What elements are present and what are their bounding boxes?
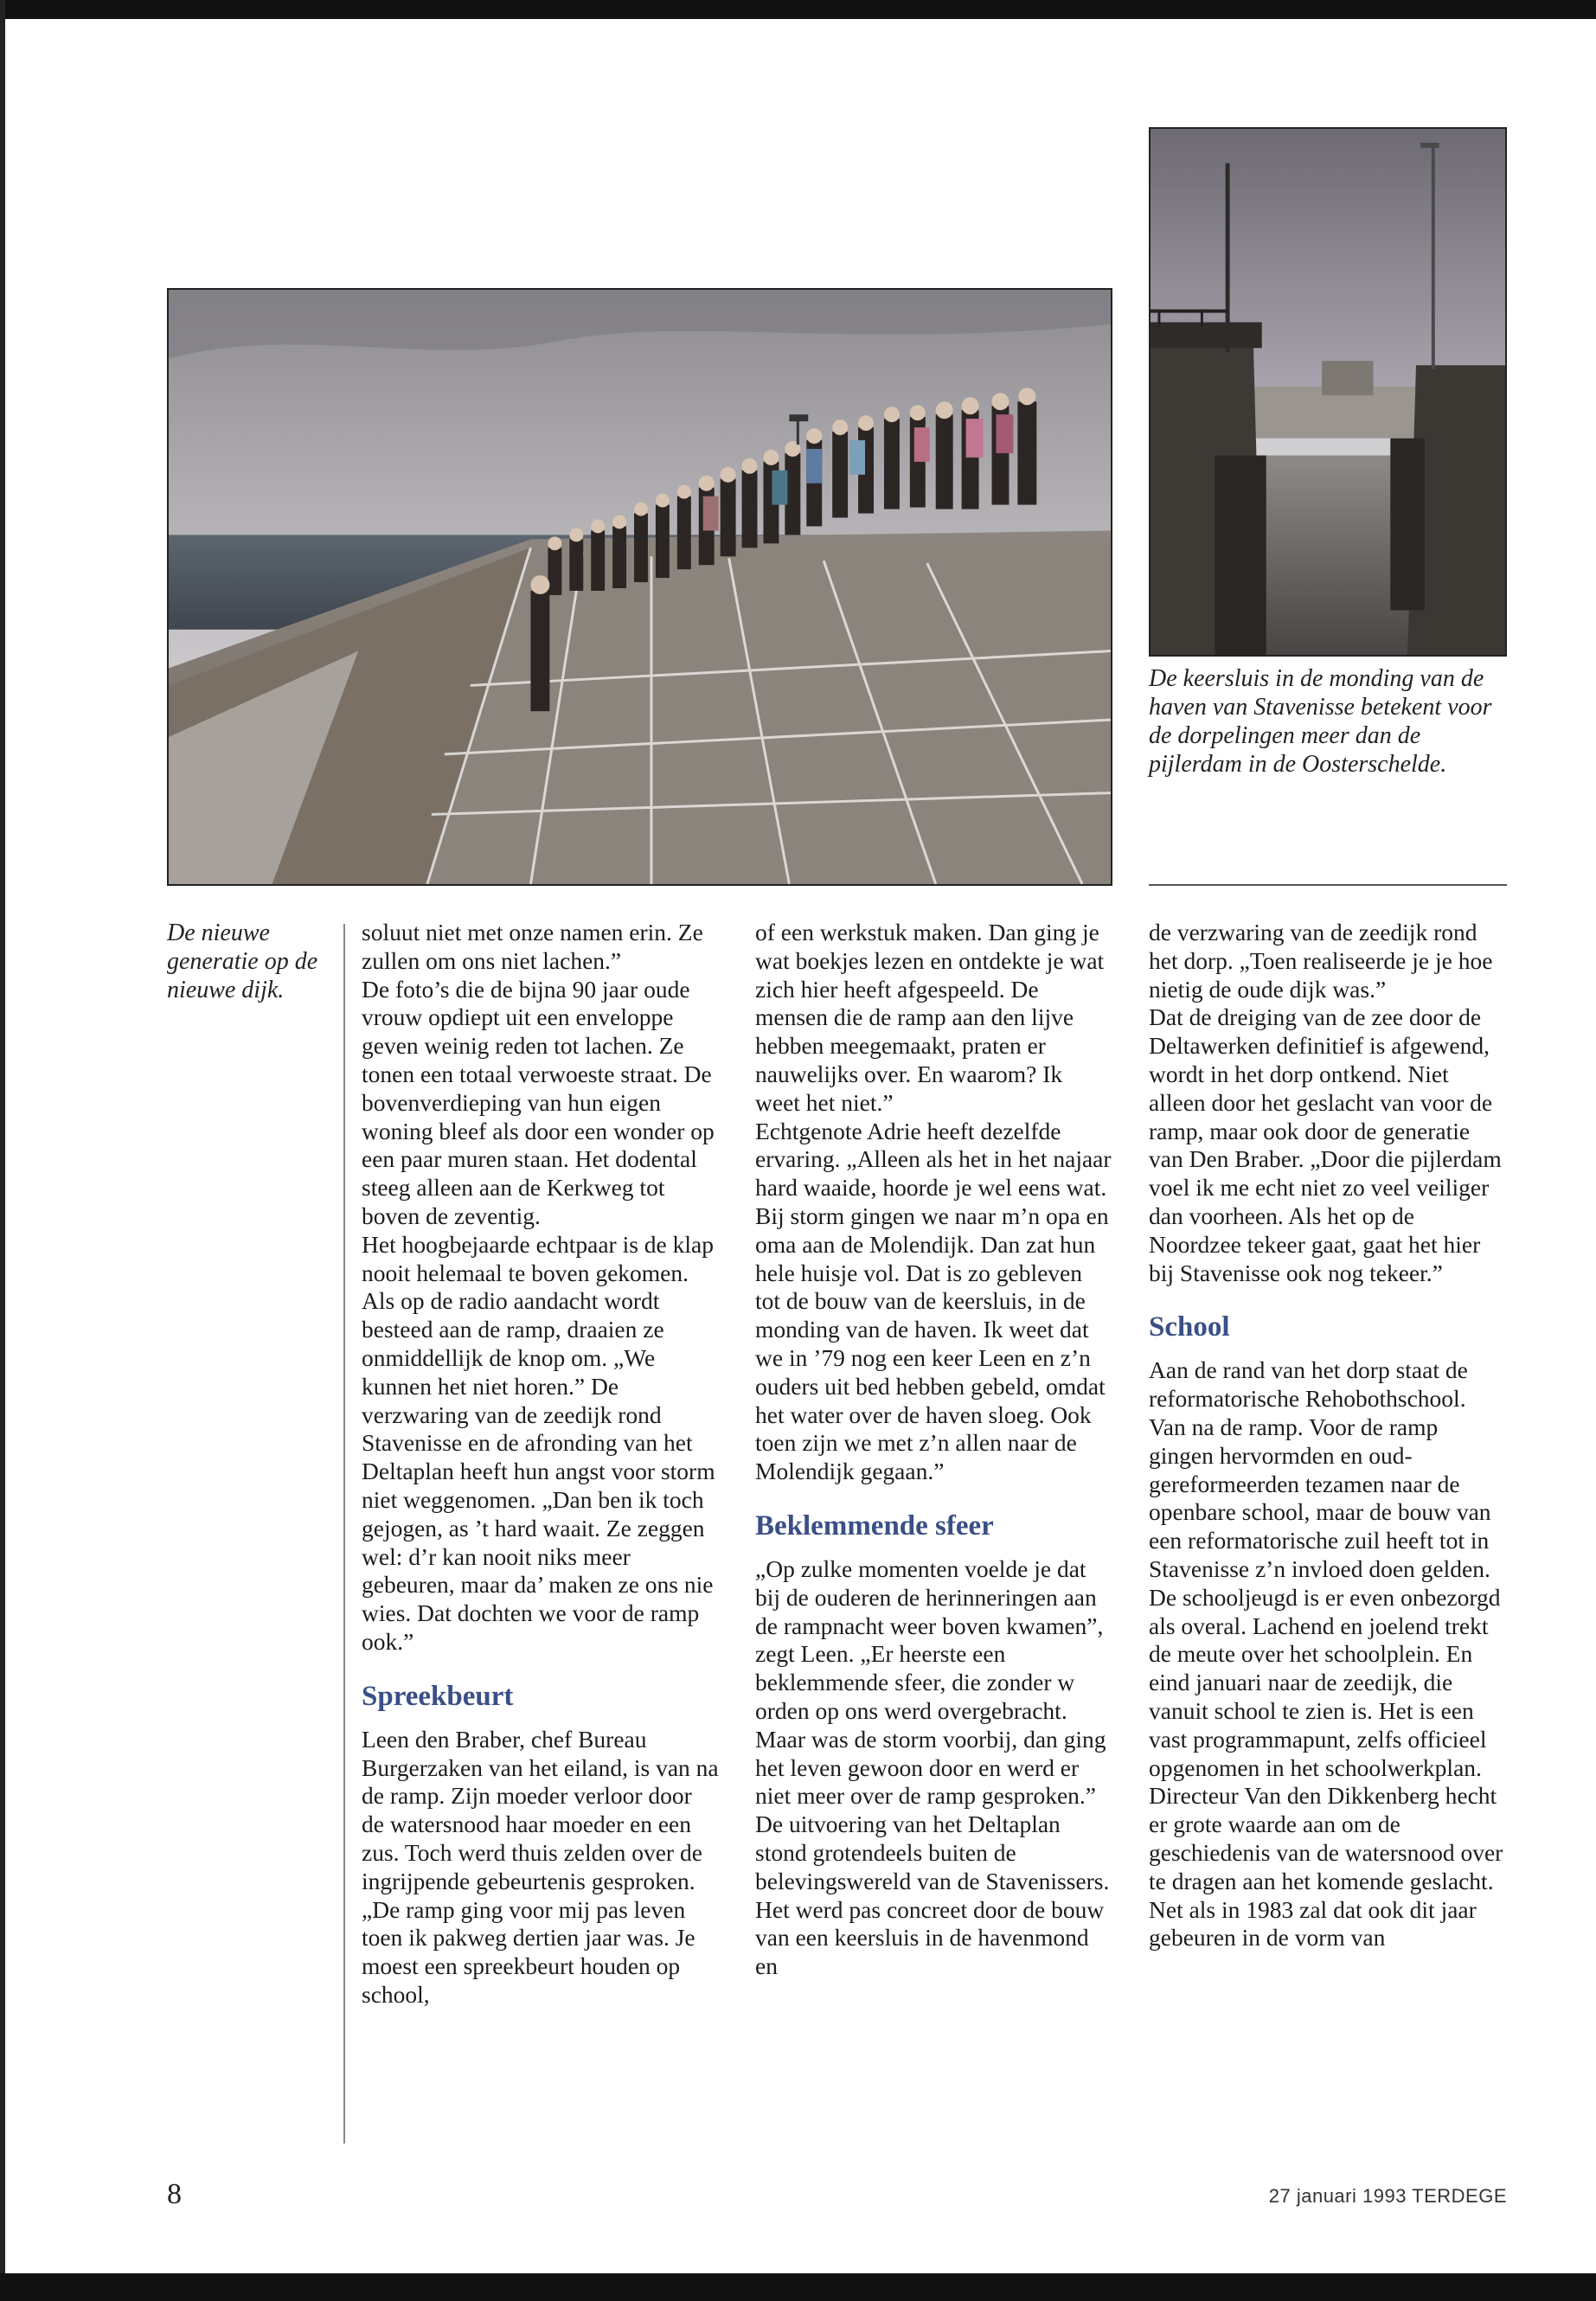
article-paragraph: Het hoogbejaarde echtpaar is de klap nooit helemaal te boven gekomen. Als op de radio aandacht wordt besteed aan de ramp, draaien ze onmiddellijk de knop om. „We kunnen het niet horen.” De verzwaring van de zeedijk rond Stavenisse en de afronding van het Deltaplan heeft hun angst voor storm niet weggenomen. „Dan ben ik toch gejogen, as ’t hard waait. Ze zeggen wel: d’r kan nooit niks meer gebeuren, maar da’ maken ze ons nie wies. Dat dochten we voor de ramp ook.”	[362, 1230, 715, 1655]
page-left-border	[0, 0, 5, 2301]
article-paragraph: of een werkstuk maken. Dan ging je wat boekjes lezen en ontdekte je wat zich hier heeft afgespeeld. De mensen die de ramp aan den lijve hebben meegemaakt, praten er nauwelijks over. En waarom? Ik weet het niet.”	[755, 919, 1105, 1116]
side-photo-caption: De keersluis in de monding van de haven van Stavenisse betekent voor de dorpelingen meer dan de pijlerdam in de Oosterschelde.	[1149, 665, 1492, 778]
page-number: 8	[167, 2178, 182, 2210]
article-paragraph: Net als in 1983 zal dat ook dit jaar gebeuren in de vorm van	[1149, 1895, 1477, 1952]
article-paragraph: De foto’s die de bijna 90 jaar oude vrouw opdiept uit een enveloppe geven weinig reden tot lachen. Ze tonen een totaal verwoeste straat. De bovenverdieping van hun eigen woning bleef als door een wonder op een paar muren staan. Het dodental steeg alleen aan de Kerkweg tot boven de zeventig.	[362, 975, 715, 1229]
section-heading: Beklemmende sfeer	[755, 1509, 994, 1541]
article-paragraph: Dat de dreiging van de zee door de Deltawerken definitief is afgewend, wordt in het dorp ontkend. Niet alleen door het geslacht van voor de ramp, maar ook door de generatie van Den Braber. „Door die pijlerdam voel ik me echt niet zo veel veiliger dan voorheen. Als het op de Noordzee tekeer gaat, gaat het hier bij Stavenisse ook nog tekeer.”	[1149, 1003, 1502, 1286]
article-paragraph: soluut niet met onze namen erin. Ze zullen om ons niet lachen.”	[362, 919, 703, 974]
page-bottom-border	[0, 2273, 1596, 2301]
article-paragraph: Aan de rand van het dorp staat de reformatorische Rehobothschool. Van na de ramp. Voor de ramp gingen hervormden en oud-gereformeerden tezamen naar de openbare school, maar de bouw van een reformatorische zuil heeft tot in Stavenisse z’n invloed doen gelden.	[1149, 1356, 1491, 1582]
article-column-1	[362, 919, 719, 2009]
main-photo-dike-group	[167, 288, 1112, 886]
main-photo-caption: De nieuwe generatie op de nieuwe dijk.	[167, 920, 318, 1003]
side-photo-image	[1151, 129, 1505, 655]
article-paragraph: De schooljeugd is er even onbezorgd als overal. Lachend en joelend trekt de meute over het schoolplein. En eind januari naar de zeedijk, die vanuit school te zien is. Het is een vast programmapunt, zelfs officieel opgenomen in het schoolwerkplan. Directeur Van den Dikkenberg hecht er grote waarde aan om de geschiedenis van de watersnood over te dragen aan het komende geslacht.	[1149, 1583, 1503, 1894]
section-heading: Spreekbeurt	[362, 1680, 514, 1712]
article-paragraph: de verzwaring van de zeedijk rond het dorp. „Toen realiseerde je je hoe nietig de oude dijk was.”	[1149, 919, 1493, 1003]
side-photo-keersluis	[1149, 127, 1507, 657]
article-column-3	[1149, 919, 1506, 1952]
section-heading: School	[1149, 1311, 1230, 1343]
article-paragraph: „Op zulke momenten voelde je dat bij de ouderen de herinneringen aan de rampnacht weer boven kwamen”, zegt Leen. „Er heerste een beklemmende sfeer, die zonder w orden op ons werd overgebracht. Maar was de storm voorbij, dan ging het leven gewoon door en werd er niet meer over de ramp gesproken.”	[755, 1554, 1106, 1810]
issue-date-footer: 27 januari 1993 TERDEGE	[1268, 2185, 1507, 2207]
article-paragraph: Leen den Braber, chef Bureau Burgerzaken van het eiland, is van na de ramp. Zijn moeder verloor door de watersnood haar moeder en een zus. Toch werd thuis zelden over de ingrijpende gebeurtenis gesproken. „De ramp ging voor mij pas leven toen ik pakweg dertien jaar was. Je moest een spreekbeurt houden op school,	[362, 1725, 719, 2008]
article-paragraph: Echtgenote Adrie heeft dezelfde ervaring. „Alleen als het in het najaar hard waaide, hoorde je wel eens wat. Bij storm gingen we naar m’n opa en oma aan de Molendijk. Dan zat hun hele huisje vol. Dat is zo gebleven tot de bouw van de keersluis, in de monding van de haven. Ik weet dat we in ’79 nog een keer Leen en z’n ouders uit bed hebben gebeld, omdat het water over de haven sloeg. Ook toen zijn we met z’n allen naar de Molendijk gegaan.”	[755, 1117, 1112, 1485]
main-photo-image	[169, 290, 1111, 884]
page-top-border	[0, 0, 1596, 19]
caption-divider	[1149, 884, 1507, 886]
article-paragraph: De uitvoering van het Deltaplan stond grotendeels buiten de belevingswereld van de Stavenissers. Het werd pas concreet door de bouw van een keersluis in de havenmond en	[755, 1811, 1110, 1980]
article-column-2	[755, 919, 1112, 1981]
column-divider	[343, 924, 345, 2144]
